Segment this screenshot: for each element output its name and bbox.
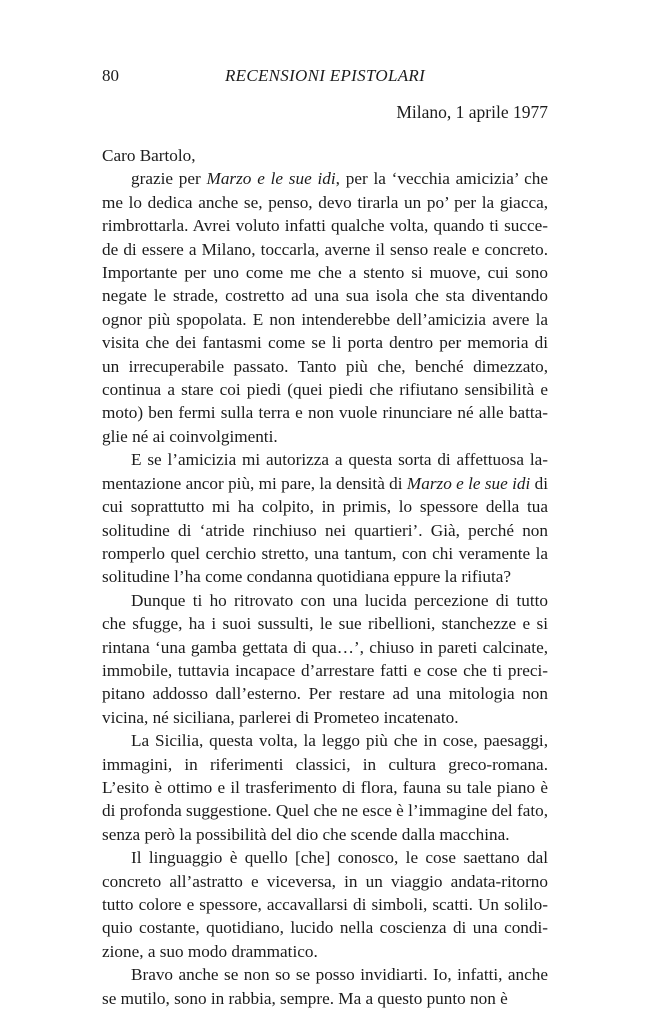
- paragraph-5: Il linguaggio è quello [che] conosco, le cose saettano dal concreto all’astratto e viceversa, in un viaggio andata-ritorno tutto colore e spessore, accavallarsi di simboli, scatti. Un soliloquio costante, quotidiano, lucido nella coscienza di una condizione, a suo modo drammatico.: [102, 848, 548, 961]
- paragraph-2-text-a: E se l’amicizia mi autorizza a questa sorta di affettuosa lamentazione ancor più, mi pare, la densità di: [102, 450, 548, 493]
- paragraph-2-text-b: di cui soprattutto mi ha colpito, in primis, lo spessore della tua solitudine di ‘atride rinchiuso nei quartieri’. Già, perché non romperlo quel cerchio stretto, una tantum, con chi veramente la solitudine l’ha come condanna quotidiana eppure la rifiuta?: [102, 473, 548, 587]
- paragraph-1: [102, 167, 548, 448]
- running-title: RECENSIONI EPISTOLARI: [224, 66, 426, 85]
- salutation: Caro Bartolo,: [102, 146, 196, 165]
- paragraph-6: Bravo anche se non so se posso invidiarti. Io, infatti, anche se mutilo, sono in rabbia, sempre. Ma a questo punto non è: [102, 965, 548, 1008]
- page-header: [102, 66, 548, 90]
- paragraph-4: La Sicilia, questa volta, la leggo più che in cose, paesaggi, immagini, in riferimenti classici, in cultura greco-romana. L’esito è ottimo e il trasferimento di flora, fauna su tale piano è di profonda suggestione. Quel che ne esce è l’immagine del fato, senza però la possibilità del dio che scende dalla macchina.: [102, 731, 548, 844]
- paragraph-1-text-a: grazie per: [131, 169, 207, 189]
- paragraph-2: [102, 448, 548, 588]
- letter-dateline: Milano, 1 aprile 1977: [396, 102, 548, 122]
- paragraph-3: Dunque ti ho ritrovato con una lucida percezione di tutto che sfugge, ha i suoi sussulti, le sue ribellioni, stanchezze e si rintana ‘una gamba gettata di qua…’, chiuso in pareti calcinate, immobile, tuttavia incapace d’arrestare fatti e cose che ti precipitano addosso dall’esterno. Per restare ad una mitologia non vicina, né siciliana, parlerei di Prometeo incatenato.: [102, 590, 548, 727]
- letter-body: [102, 144, 548, 1010]
- book-title: Marzo e le sue idi: [206, 169, 336, 189]
- page-number: 80: [102, 66, 119, 85]
- paragraph-1-text-b: , per la ‘vecchia amicizia’ che me lo dedica anche se, penso, devo tirarla un po’ per la giacca, rimbrottarla. Avrei voluto infatti qualche volta, quando ti succede di essere a Milano, toccarla, averne il senso reale e concreto. Importante per uno come me che a stento si muove, cui sono negate le strade, costretto ad una sua isola che sta diventando ognor più spopolata. E non intenderebbe dell’amicizia avere la visita che dei fantasmi come se li porta dentro per memoria di un irrecuperabile passato. Tanto più che, benché dimezzato, continua a stare coi piedi (quei piedi che rifiutano sensibilità e moto) ben fermi sulla terra e non vuole rinunciare né alle battaglie né ai coinvolgimenti.: [102, 169, 548, 446]
- book-title: Marzo e le sue idi: [406, 473, 531, 493]
